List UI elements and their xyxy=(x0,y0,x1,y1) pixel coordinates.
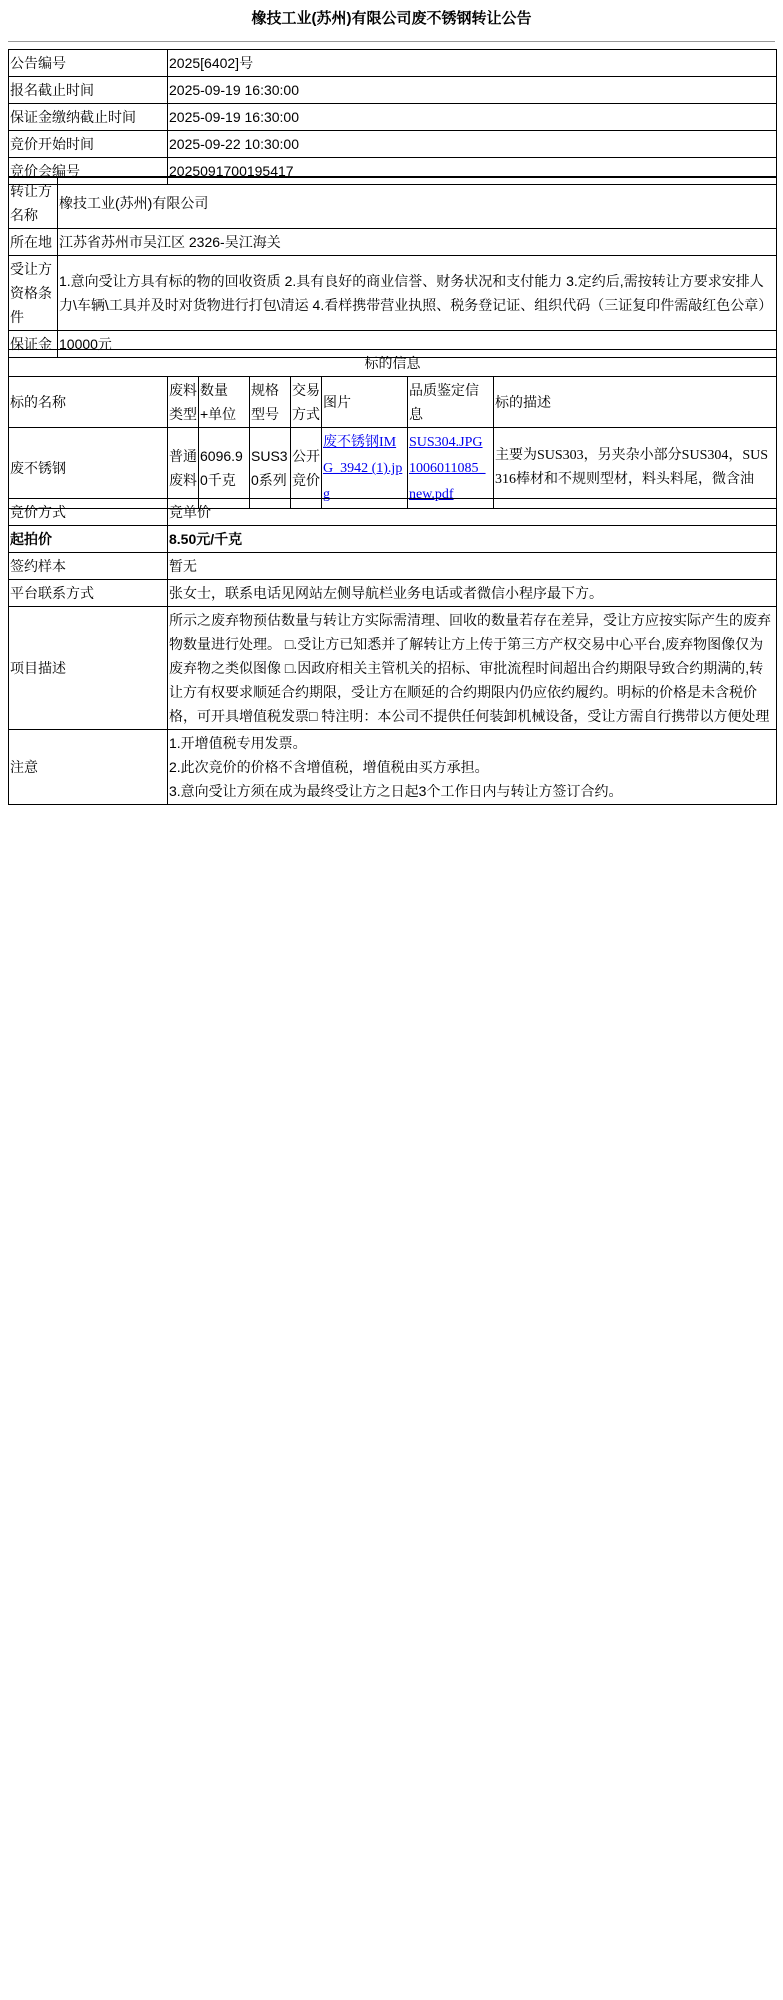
method-value: 竞单价 xyxy=(168,499,777,526)
seller-name: 橡技工业(苏州)有限公司 xyxy=(58,177,777,229)
contact-label: 平台联系方式 xyxy=(9,580,168,607)
info-value: 2025[6402]号 xyxy=(168,50,777,77)
image-link[interactable]: 废不锈钢IMG_3942 (1).jpg xyxy=(323,435,403,502)
note-item: 1.开增值税专用发票。 xyxy=(169,735,307,751)
deposit-label: 保证金 xyxy=(9,331,58,358)
column-header: 规格型号 xyxy=(250,377,291,428)
method-label: 竞价方式 xyxy=(9,499,168,526)
info-value: 2025-09-19 16:30:00 xyxy=(168,104,777,131)
project-description: 所示之废弃物预估数量与转让方实际需清理、回收的数量若存在差异，受让方应按实际产生的废弃物数量进行处理。 □.受让方已知悉并了解转让方上传于第三方产权交易中心平台,废弃物图像仅为废弃物之类似图像 □.因政府相关主管机关的招标、审批流程时间超出合约期限导致合约期满的,转让方有权要求顺延合约期限，受让方在顺延的合约期限内仍应依约履约。明标的价格是未含税价格，可开具增值税发票□ 特注明：本公司不提供任何装卸机械设备，受让方需自行携带以方便处理 xyxy=(168,607,777,730)
table-row xyxy=(9,499,777,526)
item-type: 普通废料 xyxy=(168,428,199,509)
column-header: 数量+单位 xyxy=(199,377,250,428)
item-mode: 公开竞价 xyxy=(291,428,322,509)
table-row xyxy=(9,730,777,805)
info-label: 竞价会编号 xyxy=(9,158,168,185)
item-quantity: 6096.90千克 xyxy=(199,428,250,509)
table-row xyxy=(9,350,777,377)
table-row xyxy=(9,607,777,730)
column-header: 标的名称 xyxy=(9,377,168,428)
info-label: 公告编号 xyxy=(9,50,168,77)
announcement-info-table xyxy=(8,49,777,185)
info-label: 报名截止时间 xyxy=(9,77,168,104)
table-row xyxy=(9,131,777,158)
table-row xyxy=(9,177,777,229)
column-header: 废料类型 xyxy=(168,377,199,428)
items-section-title: 标的信息 xyxy=(9,350,777,377)
table-row xyxy=(9,428,777,509)
note-item: 2.此次竞价的价格不含增值税，增值税由买方承担。 xyxy=(169,759,489,775)
item-name: 废不锈钢 xyxy=(9,428,168,509)
contact-value: 张女士，联系电话见网站左侧导航栏业务电话或者微信小程序最下方。 xyxy=(168,580,777,607)
title-divider xyxy=(8,41,775,42)
items-table xyxy=(8,349,777,509)
table-row xyxy=(9,553,777,580)
column-header: 图片 xyxy=(322,377,408,428)
info-value: 2025-09-19 16:30:00 xyxy=(168,77,777,104)
location-value: 江苏省苏州市吴江区 2326-吴江海关 xyxy=(58,229,777,256)
item-spec: SUS30系列 xyxy=(250,428,291,509)
page-title: 橡技工业(苏州)有限公司废不锈钢转让公告 xyxy=(251,10,532,27)
column-header: 品质鉴定信息 xyxy=(408,377,494,428)
start-price-label: 起拍价 xyxy=(9,526,168,553)
item-description: 主要为SUS303，另夹杂小部分SUS304，SUS316棒材和不规则型材，料头料尾，微含油 xyxy=(494,428,777,509)
qualification-label: 受让方资格条件 xyxy=(9,256,58,331)
table-row xyxy=(9,77,777,104)
note-item: 3.意向受让方须在成为最终受让方之日起3个工作日内与转让方签订合约。 xyxy=(169,783,623,799)
sample-value: 暂无 xyxy=(168,553,777,580)
column-header: 标的描述 xyxy=(494,377,777,428)
project-description-label: 项目描述 xyxy=(9,607,168,730)
table-row xyxy=(9,377,777,428)
seller-name-label: 转让方名称 xyxy=(9,177,58,229)
start-price-value: 8.50元/千克 xyxy=(168,526,777,553)
table-row xyxy=(9,229,777,256)
table-row xyxy=(9,104,777,131)
terms-table xyxy=(8,498,777,805)
table-row xyxy=(9,50,777,77)
info-label: 竞价开始时间 xyxy=(9,131,168,158)
info-value: 2025091700195417 xyxy=(168,158,777,185)
seller-info-table xyxy=(8,176,777,358)
quality-link[interactable]: SUS304.JPG 1006011085_new.pdf xyxy=(409,435,486,502)
info-value: 2025-09-22 10:30:00 xyxy=(168,131,777,158)
qualification-value: 1.意向受让方具有标的物的回收资质 2.具有良好的商业信誉、财务状况和支付能力 3.定约后,需按转让方要求安排人力\车辆\工具并及时对货物进行打包\清运 4.看样携带营业执照、税务登记证、组织代码（三证复印件需敲红色公章） xyxy=(58,256,777,331)
info-label: 保证金缴纳截止时间 xyxy=(9,104,168,131)
sample-label: 签约样本 xyxy=(9,553,168,580)
notes xyxy=(168,730,777,805)
table-row xyxy=(9,526,777,553)
table-row xyxy=(9,256,777,331)
deposit-value: 10000元 xyxy=(58,331,777,358)
column-header: 交易方式 xyxy=(291,377,322,428)
location-label: 所在地 xyxy=(9,229,58,256)
notes-label: 注意 xyxy=(9,730,168,805)
table-row xyxy=(9,580,777,607)
